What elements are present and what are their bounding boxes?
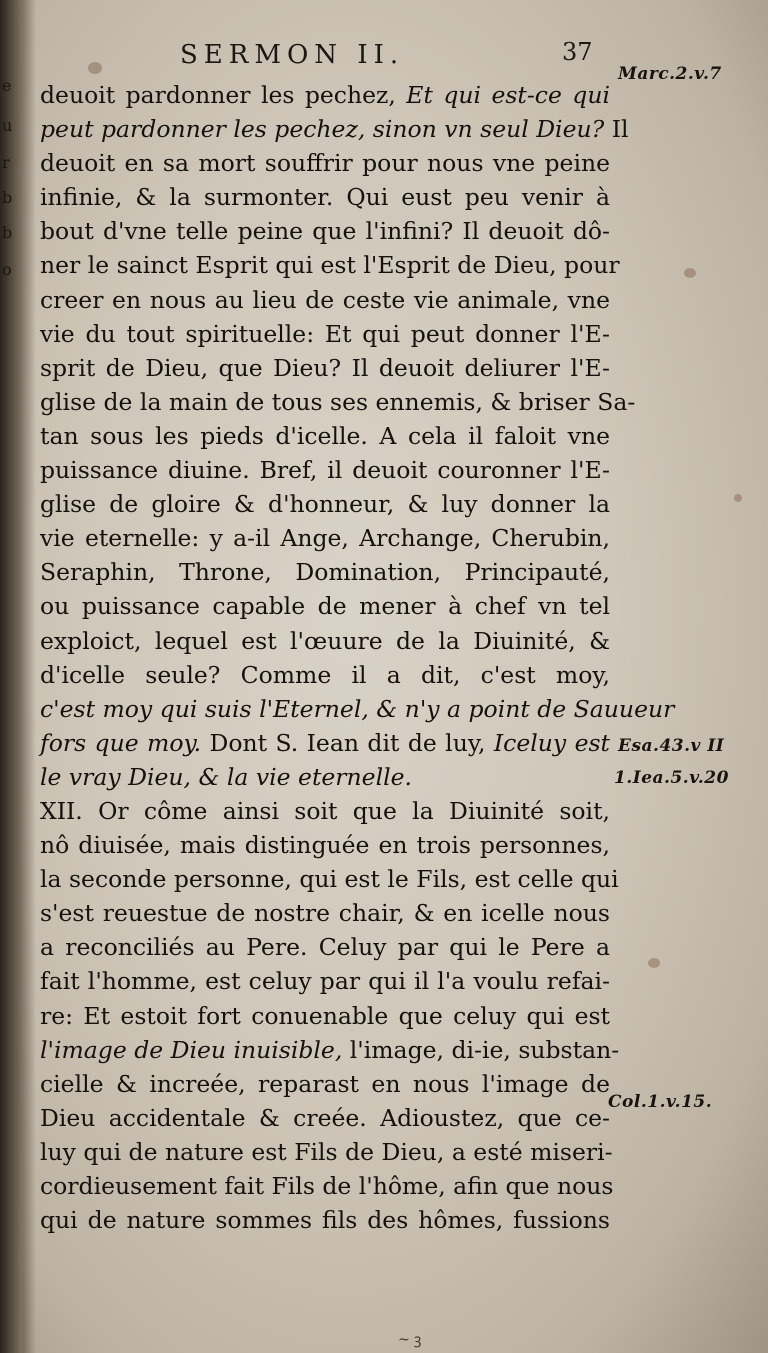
text-line (40, 692, 675, 726)
gutter-shadow (22, 0, 36, 1353)
roman-text: vie du tout spirituelle: Et qui peut donner l'E- (40, 319, 610, 348)
roman-text: Dieu accidentale & creée. Adioustez, que ce- (40, 1103, 610, 1132)
text-line (40, 453, 610, 487)
text-line (40, 862, 619, 896)
signature-mark: ~ ꝫ (398, 1332, 422, 1348)
roman-text: bout d'vne telle peine que l'infini? Il deuoit dô- (40, 217, 610, 246)
roman-text: ou puissance capable de mener à chef vn tel (40, 592, 610, 621)
text-line (40, 999, 610, 1033)
text-line (40, 589, 610, 623)
paper-stain (684, 268, 696, 278)
text-line (40, 1101, 610, 1135)
roman-text: re: Et estoit fort conuenable que celuy qui est (40, 1001, 610, 1030)
text-line (40, 555, 610, 589)
roman-text: infinie, & la surmonter. Qui eust peu venir à (40, 183, 610, 212)
text-line (40, 317, 610, 351)
running-head: SERMON II. (180, 40, 405, 70)
text-line (40, 1169, 614, 1203)
margin-note-ref: Esa.43.v II (618, 736, 725, 756)
roman-text: nô diuisée, mais distinguée en trois personnes, (40, 831, 610, 860)
roman-text: tan sous les pieds d'icelle. A cela il faloit vne (40, 421, 610, 450)
page-number: 37 (562, 38, 593, 66)
text-line (40, 1033, 620, 1067)
text-line (40, 828, 610, 862)
text-line (40, 521, 610, 555)
text-line (40, 1135, 613, 1169)
text-line (40, 964, 610, 998)
margin-note-ref: Marc.2.v.7 (618, 64, 722, 84)
text-line (40, 1067, 610, 1101)
text-line (40, 248, 620, 282)
roman-text: exploict, lequel est l'œuure de la Diuinité, & (40, 626, 610, 655)
paper-stain (88, 62, 102, 74)
roman-text: glise de la main de tous ses ennemis, & briser Sa- (40, 387, 636, 416)
roman-text: s'est reuestue de nostre chair, & en icelle nous (40, 899, 610, 928)
roman-text: Seraphin, Throne, Domination, Principauté, (40, 558, 610, 587)
roman-text: Dont S. Iean dit de luy, (201, 728, 494, 757)
roman-text: creer en nous au lieu de ceste vie animale, vne (40, 285, 610, 314)
roman-text: deuoit pardonner les pechez, (40, 81, 407, 109)
roman-text: a reconciliés au Pere. Celuy par qui le Pere a (40, 933, 610, 962)
text-line (40, 146, 610, 180)
roman-text: fait l'homme, est celuy par qui il l'a voulu refai- (40, 967, 610, 996)
italic-text: c'est moy qui suis l'Eternel, & n'y a point de Sauueur (40, 694, 675, 723)
roman-text: d'icelle seule? Comme il a dit, c'est moy, (40, 660, 610, 689)
roman-text: deuoit en sa mort souffrir pour nous vne peine (40, 149, 610, 178)
roman-text: ner le sainct Esprit qui est l'Esprit de Dieu, pour (40, 251, 620, 280)
roman-text: cordieusement fait Fils de l'hôme, afin que nous (40, 1172, 614, 1200)
margin-note-ref: 1.Iea.5.v.20 (614, 768, 729, 788)
text-line (40, 726, 610, 760)
roman-text: luy qui de nature est Fils de Dieu, a esté miseri- (40, 1137, 613, 1166)
roman-text: l'image, di-ie, substan- (342, 1035, 620, 1064)
roman-text: Il (604, 115, 629, 144)
text-line (40, 180, 610, 214)
paper-stain (648, 958, 660, 968)
text-line (40, 351, 610, 385)
text-line (40, 896, 610, 930)
text-line (40, 624, 610, 658)
text-line (40, 419, 610, 453)
italic-text: Et qui est-ce qui (406, 81, 610, 109)
text-line (40, 283, 610, 317)
text-line (40, 214, 610, 248)
roman-text: qui de nature sommes fils des hômes, fussions (40, 1206, 610, 1235)
facing-page-edge: e u r b b o (0, 0, 22, 1353)
roman-text: cielle & increée, reparast en nous l'image de (40, 1069, 610, 1098)
margin-note-ref: Col.1.v.15. (608, 1092, 713, 1112)
text-line (40, 760, 610, 794)
italic-text: Iceluy est (493, 728, 610, 757)
roman-text: sprit de Dieu, que Dieu? Il deuoit deliurer l'E- (40, 353, 610, 382)
roman-text: puissance diuine. Bref, il deuoit couronner l'E- (40, 456, 610, 485)
text-line (40, 930, 610, 964)
text-line (40, 658, 610, 692)
italic-text: le vray Dieu, & la vie eternelle. (40, 762, 412, 791)
roman-text: XII. Or côme ainsi soit que la Diuinité soit, (40, 796, 610, 825)
text-line (40, 794, 610, 828)
text-line (40, 112, 629, 146)
text-line (40, 385, 636, 419)
italic-text: peut pardonner les pechez, sinon vn seul Dieu? (40, 115, 605, 144)
italic-text: fors que moy. (40, 728, 202, 757)
italic-text: l'image de Dieu inuisible, (40, 1035, 343, 1064)
text-line (40, 1203, 610, 1237)
paper-stain (734, 494, 742, 502)
text-line (40, 487, 610, 521)
roman-text: la seconde personne, qui est le Fils, est celle qui (40, 865, 619, 894)
roman-text: glise de gloire & d'honneur, & luy donner la (40, 490, 610, 519)
text-line (40, 78, 610, 112)
roman-text: vie eternelle: y a-il Ange, Archange, Cherubin, (40, 524, 610, 553)
